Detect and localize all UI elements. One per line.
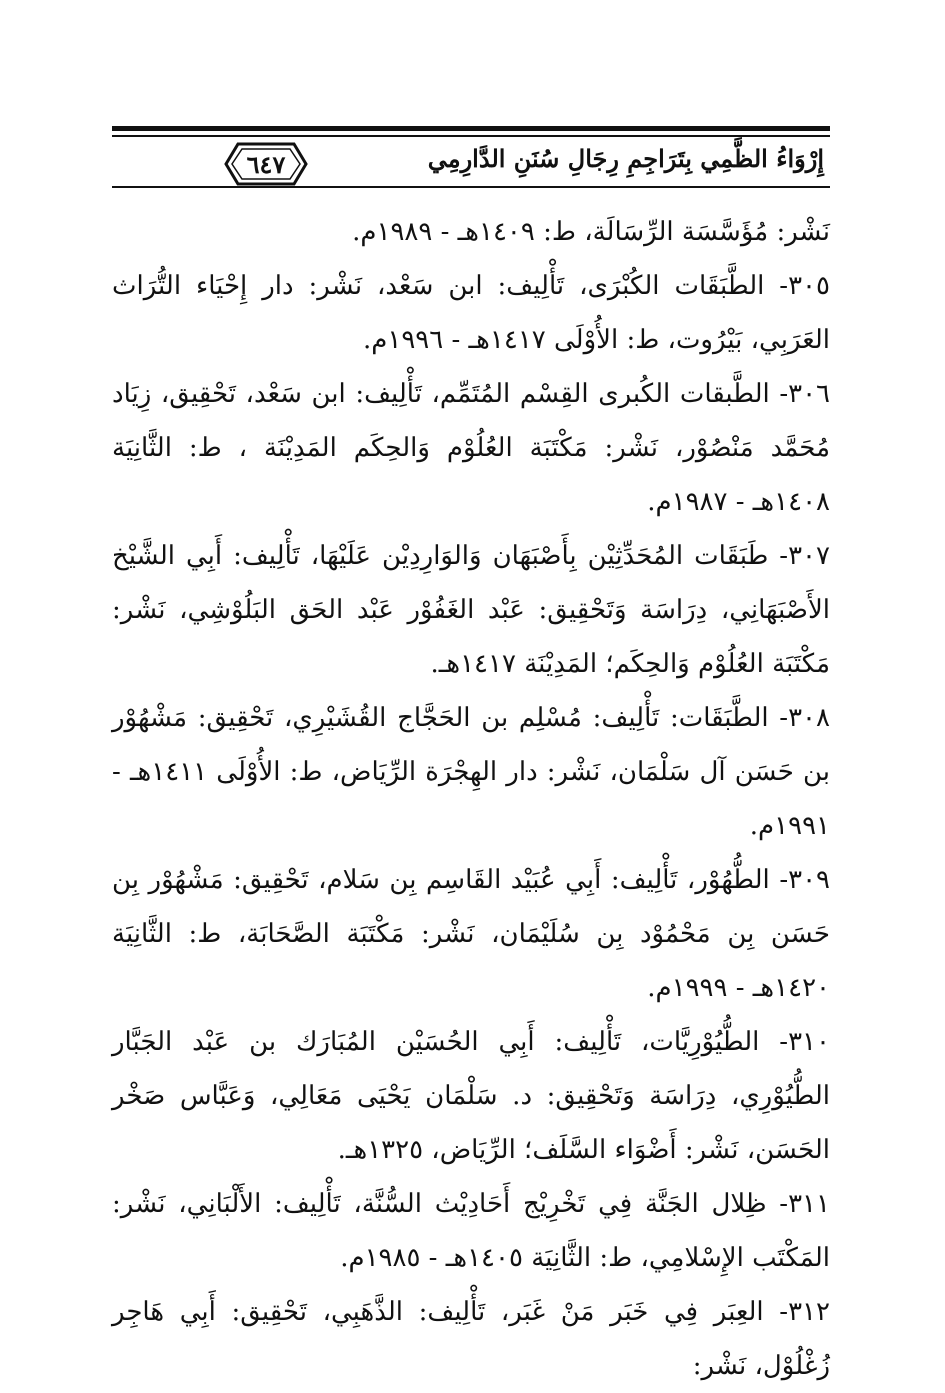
- entry-text: الطَّبَقَات: تَأْلِيف: مُسْلِم بن الحَجَّاج القُشَيْرِي، تَحْقِيق: مَشْهُوْر بن حَسَن آل سَلْمَان، نَشْر: دار الهِجْرَة الرِّيَاض، ط: الأُوْلَى ١٤١١هـ - ١٩٩١م.: [112, 703, 830, 841]
- header-rule-bottom: [112, 186, 830, 188]
- entry-number: ٣١١-: [779, 1189, 830, 1219]
- running-title: إِرْوَاءُ الظَّمِي بِتَرَاجِمِ رِجَالِ سُنَنِ الدَّارِمِي: [427, 144, 824, 173]
- entry-text: العِبَر فِي خَبَر مَنْ غَبَر، تَأْلِيف: الذَّهَبِي، تَحْقِيق: أَبِي هَاجِر زُغْلُوْل، نَشْر:: [112, 1297, 830, 1381]
- bibliography-entry: [112, 529, 830, 691]
- bibliography-entry: [112, 691, 830, 853]
- entry-number: ٣٠٨-: [779, 703, 830, 733]
- entry-text: الطَّبَقَات الكُبْرَى، تَأْلِيف: ابن سَعْد، نَشْر: دار إِحْيَاء التُّرَاث العَرَبِي، بَيْرُوت، ط: الأُوْلَى ١٤١٧هـ - ١٩٩٦م.: [112, 271, 830, 355]
- entry-text: الطَّبقات الكُبرى القِسْم المُتَمِّم، تَأْلِيف: ابن سَعْد، تَحْقِيق، زِيَاد مُحَمَّد مَنْصُوْر، نَشْر: مَكْتَبَة العُلُوْم وَالحِكَم المَدِيْنَة ، ط: الثَّانِيَة ١٤٠٨هـ - ١٩٨٧م.: [112, 379, 830, 517]
- entry-number: ٣٠٥-: [779, 271, 830, 301]
- entry-number: ٣٠٦-: [779, 379, 831, 409]
- entry-text: الطُّيُوْرِيَّات، تَأْلِيف: أَبِي الحُسَيْن المُبَارَك بن عَبْد الجَبَّار الطُّيُوْرِي، دِرَاسَة وَتَحْقِيق: د. سَلْمَان يَحْيَى مَعَالِي، وَعَبَّاس صَخْر الحَسَن، نَشْر: أَضْوَاء السَّلَف؛ الرِّيَاض، ١٣٢٥هـ.: [112, 1027, 830, 1165]
- entry-number: ٣٠٩-: [779, 865, 831, 895]
- bibliography-entry: [112, 1177, 830, 1285]
- bibliography-entry: [112, 367, 830, 529]
- header-rule-thin: [112, 135, 830, 137]
- entry-text: ظِلال الجَنَّة فِي تَخْرِيْج أَحَادِيْث السُّنَّة، تَأْلِيف: الأَلْبَانِي، نَشْر: المَكْتَب الإِسْلامِي، ط: الثَّانِيَة ١٤٠٥هـ - ١٩٨٥م.: [112, 1189, 830, 1273]
- entry-number: ٣١٢-: [779, 1297, 830, 1327]
- bibliography-entry: [112, 1285, 830, 1393]
- entry-text: الطُّهُوْر، تَأْلِيف: أَبِي عُبَيْد القَاسِم بِن سَلام، تَحْقِيق: مَشْهُوْر بِن حَسَن بِن مَحْمُوْد بِن سُلَيْمَان، نَشْر: مَكْتَبَة الصَّحَابَة، ط: الثَّانِيَة ١٤٢٠هـ - ١٩٩٩م.: [112, 865, 830, 1003]
- entry-text: طَبَقَات المُحَدِّثِيْن بِأَصْبَهَان وَالوَارِدِيْن عَلَيْهَا، تَأْلِيف: أَبِي الشَّيْخ الأَصْبَهَانِي، دِرَاسَة وَتَحْقِيق: عَبْد الغَفُوْر عَبْد الحَق البَلُوْشِي، نَشْر: مَكْتَبَة العُلُوْم وَالحِكَم؛ المَدِيْنَة ١٤١٧هـ.: [112, 541, 830, 679]
- entry-number: ٣١٠-: [779, 1027, 830, 1057]
- page-number-badge: [224, 142, 308, 186]
- bibliography-entry: [112, 1015, 830, 1177]
- bibliography-list: [112, 205, 830, 1393]
- continuation-line: نَشْر: مُؤَسَّسَة الرِّسَالَة، ط: ١٤٠٩هـ - ١٩٨٩م.: [352, 217, 830, 247]
- page-header: [112, 118, 830, 198]
- page-number: ٦٤٧: [246, 150, 286, 179]
- entry-number: ٣٠٧-: [779, 541, 830, 571]
- bibliography-entry: [112, 259, 830, 367]
- header-rule-thick: [112, 126, 830, 131]
- bibliography-entry: [112, 853, 830, 1015]
